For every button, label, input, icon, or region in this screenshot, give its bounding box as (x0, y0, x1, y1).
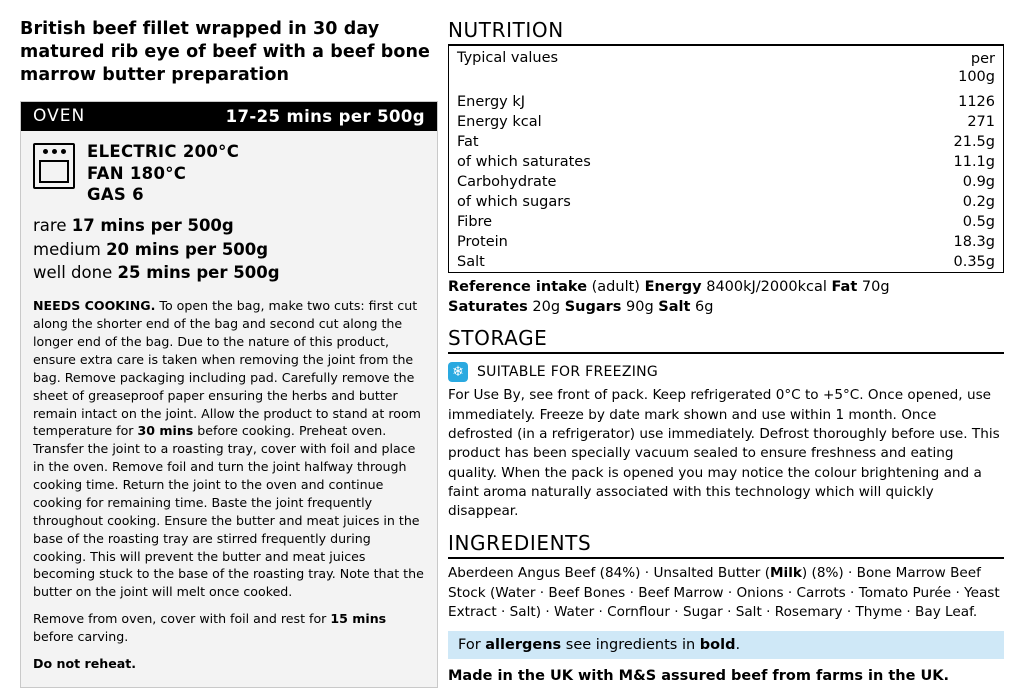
nutrition-row-name: of which saturates (457, 154, 591, 171)
ingredients-text (448, 564, 1004, 622)
reference-intake-adult: (adult) (587, 279, 645, 296)
storage-text: For Use By, see front of pack. Keep refrigerated 0°C to +5°C. Once opened, use immediately. Freeze by date mark shown and use within 1 month. Once defrosted (in a refrigerator) use immediately. Defrost thoroughly before use. This product has been specially vacuum sealed to ensure freshness and eating quality. When the pack is opened you may notice the colour brightening and a faint aroma naturally associated with this technology which will quickly disappear. (448, 387, 1000, 520)
reference-sugars-value: 90g (621, 298, 659, 315)
table-row (449, 92, 1004, 112)
do-not-reheat-paragraph (33, 655, 425, 673)
allergen-part-2: see ingredients in (561, 636, 700, 653)
nutrition-row-name: Energy kcal (457, 114, 542, 131)
nutrition-row-name: Protein (457, 234, 508, 251)
ingredients-part-1: Aberdeen Angus Beef (84%) · Unsalted Butter ( (448, 565, 771, 582)
instructions-part-2: before cooking. Preheat oven. Transfer the joint to a roasting tray, cover with foil and place in the oven. Remove foil and turn the joint halfway through cooking time. Return the joint to the oven and continue cooking for remaining time. Baste the joint frequently throughout cooking. Ensure the butter and meat juices in the base of the roasting tray are stirred frequently during cooking. This will prevent the butter and meat juices becoming stuck to the base of the roasting tray. Note that the butter on the joint will melt once cooked. (33, 423, 424, 600)
reference-intake (448, 278, 1004, 317)
nutrition-col-unit-amount: 100g (958, 69, 995, 86)
ingredients-heading: INGREDIENTS (448, 531, 1004, 559)
nutrition-heading: NUTRITION (448, 18, 564, 42)
nutrition-row-value: 271 (967, 114, 995, 131)
reference-intake-label: Reference intake (448, 279, 588, 296)
nutrition-row-value: 1126 (958, 94, 995, 111)
reference-sugars-label: Sugars (564, 298, 622, 315)
do-not-reheat: Do not reheat. (33, 655, 137, 671)
allergen-notice (448, 631, 1004, 659)
doneness-label: rare (33, 215, 67, 235)
table-row (449, 172, 1004, 192)
nutrition-row-name: Salt (457, 254, 485, 271)
doneness-row (33, 261, 425, 285)
table-row (449, 232, 1004, 252)
reference-energy-value: 8400kJ/2000kcal (701, 279, 832, 296)
oven-fan-temp: FAN 180°C (87, 163, 187, 183)
freezing-label: SUITABLE FOR FREEZING (477, 364, 659, 381)
nutrition-col-unit-per: per (970, 51, 995, 67)
nutrition-row-value: 0.9g (962, 174, 995, 191)
oven-temperatures (87, 141, 239, 205)
allergen-bold-word: bold (699, 636, 736, 653)
freezing-suitability (448, 362, 1004, 382)
reference-saturates-value: 20g (527, 298, 565, 315)
allergen-part-1: For (458, 636, 486, 653)
needs-cooking-paragraph (33, 297, 425, 601)
nutrition-row-name: Fat (457, 134, 479, 151)
table-row (449, 212, 1004, 232)
nutrition-row-value: 18.3g (953, 234, 995, 251)
oven-total-time: 17-25 mins per 500g (225, 106, 425, 126)
reference-salt-label: Salt (658, 298, 691, 315)
oven-header-bar (21, 102, 437, 131)
product-title: British beef fillet wrapped in 30 day matured rib eye of beef with a beef bone marrow butter preparation (20, 19, 431, 86)
table-row (449, 152, 1004, 172)
oven-icon (33, 143, 75, 189)
doneness-value: 25 mins per 500g (117, 263, 280, 283)
ingredients-part-2: ) (8%) · Bone Marrow Beef Stock (Water · Beef Bones · Beef Marrow · Onions · Carrots · Tomato Purée · Yeast Extract · Salt) · Water · Cornflour · Sugar · Salt · Rosemary · Thyme · Bay Leaf. (448, 565, 1000, 621)
nutrition-row-name: Fibre (457, 214, 493, 231)
oven-gas-mark: GAS 6 (87, 185, 144, 205)
nutrition-table (448, 44, 1004, 273)
cooking-instructions-panel (20, 101, 438, 688)
nutrition-col-label: Typical values (457, 50, 559, 66)
standing-time: 30 mins (137, 423, 194, 439)
rest-time: 15 mins (330, 611, 387, 627)
storage-heading: STORAGE (448, 326, 1004, 354)
doneness-row (33, 238, 425, 262)
doneness-list (33, 214, 425, 286)
doneness-label: well done (33, 263, 113, 283)
nutrition-row-value: 0.5g (962, 214, 995, 231)
snowflake-icon: ❄ (448, 362, 468, 382)
nutrition-row-value: 0.35g (953, 254, 995, 271)
rest-part-2: before carving. (33, 629, 129, 645)
cooking-method-text (33, 297, 425, 673)
doneness-row (33, 214, 425, 238)
resting-paragraph (33, 610, 425, 646)
nutrition-row-value: 11.1g (953, 154, 995, 171)
table-row (449, 132, 1004, 152)
oven-settings-row (33, 141, 425, 205)
nutrition-row-value: 21.5g (953, 134, 995, 151)
reference-fat-label: Fat (831, 279, 858, 296)
oven-electric-temp: ELECTRIC 200°C (87, 142, 240, 162)
doneness-value: 17 mins per 500g (71, 215, 234, 235)
ingredient-allergen-milk: Milk (770, 565, 802, 582)
nutrition-row-name: of which sugars (457, 194, 571, 211)
needs-cooking-label: NEEDS COOKING. (33, 298, 156, 314)
info-column (448, 18, 1004, 684)
oven-label: OVEN (33, 106, 86, 127)
nutrition-col-unit (849, 45, 1004, 86)
allergen-word: allergens (485, 636, 562, 653)
doneness-label: medium (33, 239, 101, 259)
reference-fat-value: 70g (857, 279, 890, 296)
table-header-row (449, 45, 1004, 86)
doneness-value: 20 mins per 500g (106, 239, 269, 259)
cooking-column (20, 18, 438, 688)
origin-statement: Made in the UK with M&S assured beef from farms in the UK. (448, 667, 950, 684)
instructions-part-1: To open the bag, make two cuts: first cut along the shorter end of the bag and second cut along the longer end of the bag. Due to the nature of this product, ensure extra care is taken when removing the joint from the bag. Remove packaging including pad. Carefully remove the sheet of greaseproof paper ensuring the herbs and butter remain intact on the joint. Allow the product to stand at room temperature for (33, 298, 421, 439)
reference-energy-label: Energy (644, 279, 702, 296)
reference-salt-value: 6g (690, 298, 714, 315)
nutrition-row-value: 0.2g (962, 194, 995, 211)
nutrition-row-name: Carbohydrate (457, 174, 557, 191)
table-row (449, 192, 1004, 212)
table-row (449, 252, 1004, 273)
allergen-part-3: . (735, 636, 741, 653)
table-row (449, 112, 1004, 132)
rest-part-1: Remove from oven, cover with foil and rest for (33, 611, 331, 627)
reference-saturates-label: Saturates (448, 298, 528, 315)
nutrition-row-name: Energy kJ (457, 94, 526, 111)
